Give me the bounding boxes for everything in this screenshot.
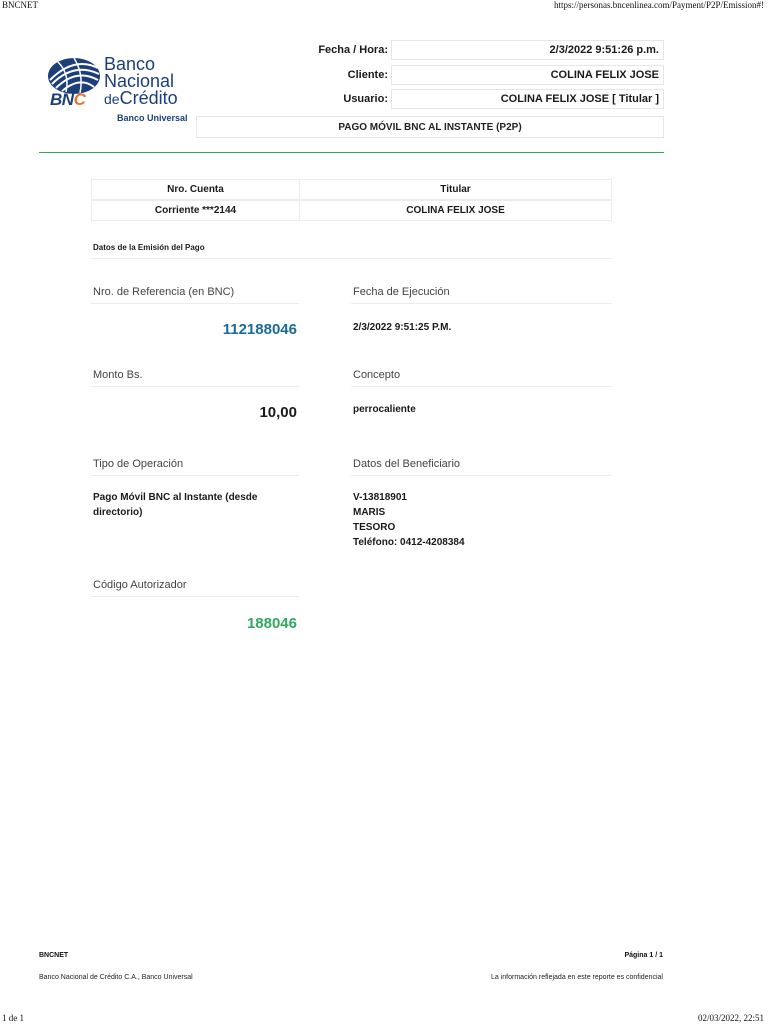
footer-company: Banco Nacional de Crédito C.A., Banco Universal (39, 974, 193, 981)
monto-divider (91, 386, 299, 387)
fecha-hora-value: 2/3/2022 9:51:26 p.m. (391, 40, 664, 60)
concepto-label: Concepto (353, 369, 401, 381)
codigo-autorizador-label: Código Autorizador (93, 579, 187, 591)
tipo-operacion-value (93, 490, 293, 520)
cliente-value: COLINA FELIX JOSE (391, 65, 664, 85)
logo-line-credito (104, 90, 178, 108)
fecha-hora-label: Fecha / Hora: (318, 44, 388, 56)
bnc-letters (50, 90, 85, 110)
beneficiario-lastname: TESORO (353, 522, 396, 533)
tipo-operacion-label: Tipo de Operación (93, 458, 184, 470)
beneficiario-value (353, 490, 465, 550)
logo-letter-c: C (73, 90, 86, 109)
section-title: Datos de la Emisión del Pago (93, 243, 205, 252)
account-number-value: Corriente ***2144 (91, 200, 300, 221)
beneficiario-phone: Teléfono: 0412-4208384 (353, 537, 465, 548)
logo-letter-b: B (50, 90, 62, 109)
logo-de: de (104, 91, 120, 107)
codigo-autorizador-value: 188046 (246, 615, 297, 632)
beneficiario-id: V-13818901 (353, 492, 407, 503)
account-holder-value: COLINA FELIX JOSE (299, 200, 612, 221)
account-holder-header: Titular (299, 179, 612, 200)
logo-subtitle: Banco Universal (117, 113, 188, 123)
bnc-logo (44, 54, 194, 126)
header-divider (39, 152, 664, 153)
logo-line-nacional: Nacional (104, 71, 175, 91)
print-footer-page: 1 de 1 (2, 1013, 24, 1023)
codigo-autorizador-divider (91, 596, 299, 597)
bnc-globe-icon (44, 54, 104, 94)
beneficiario-divider (351, 475, 612, 476)
fecha-ejecucion-divider (351, 303, 612, 304)
monto-value: 10,00 (259, 404, 297, 421)
monto-label: Monto Bs. (93, 369, 143, 381)
account-number-header: Nro. Cuenta (91, 179, 300, 200)
report-title: PAGO MÓVIL BNC AL INSTANTE (P2P) (196, 116, 664, 138)
print-header-url: https://personas.bncenlinea.com/Payment/P2P/Emission#! (554, 0, 764, 10)
usuario-label: Usuario: (343, 93, 388, 105)
footer-confidential: La información reflejada en este reporte es confidencial (491, 974, 663, 981)
tipo-operacion-divider (91, 475, 299, 476)
referencia-value: 112188046 (222, 321, 297, 338)
fecha-ejecucion-label: Fecha de Ejecución (353, 286, 450, 298)
referencia-divider (91, 303, 299, 304)
tipo-operacion-line2: directorio) (93, 507, 143, 518)
section-divider (91, 258, 612, 259)
tipo-operacion-line1: Pago Móvil BNC al Instante (desde (93, 492, 258, 503)
fecha-ejecucion-value: 2/3/2022 9:51:25 P.M. (353, 322, 452, 333)
concepto-value: perrocaliente (353, 404, 416, 415)
footer-page-number: Página 1 / 1 (624, 952, 663, 959)
usuario-value: COLINA FELIX JOSE [ Titular ] (391, 89, 664, 109)
beneficiario-label: Datos del Beneficiario (353, 458, 461, 470)
logo-letter-n: N (61, 90, 74, 109)
logo-line-banco: Banco (104, 54, 156, 74)
print-footer-date: 02/03/2022, 22:51 (697, 1013, 764, 1023)
logo-wordmark (104, 56, 178, 108)
referencia-label: Nro. de Referencia (en BNC) (93, 286, 235, 298)
cliente-label: Cliente: (347, 69, 388, 81)
footer-brand: BNCNET (39, 952, 69, 959)
print-header-title: BNCNET (2, 0, 38, 10)
beneficiario-name: MARIS (353, 507, 386, 518)
concepto-divider (351, 386, 612, 387)
logo-credito: Crédito (119, 88, 178, 108)
